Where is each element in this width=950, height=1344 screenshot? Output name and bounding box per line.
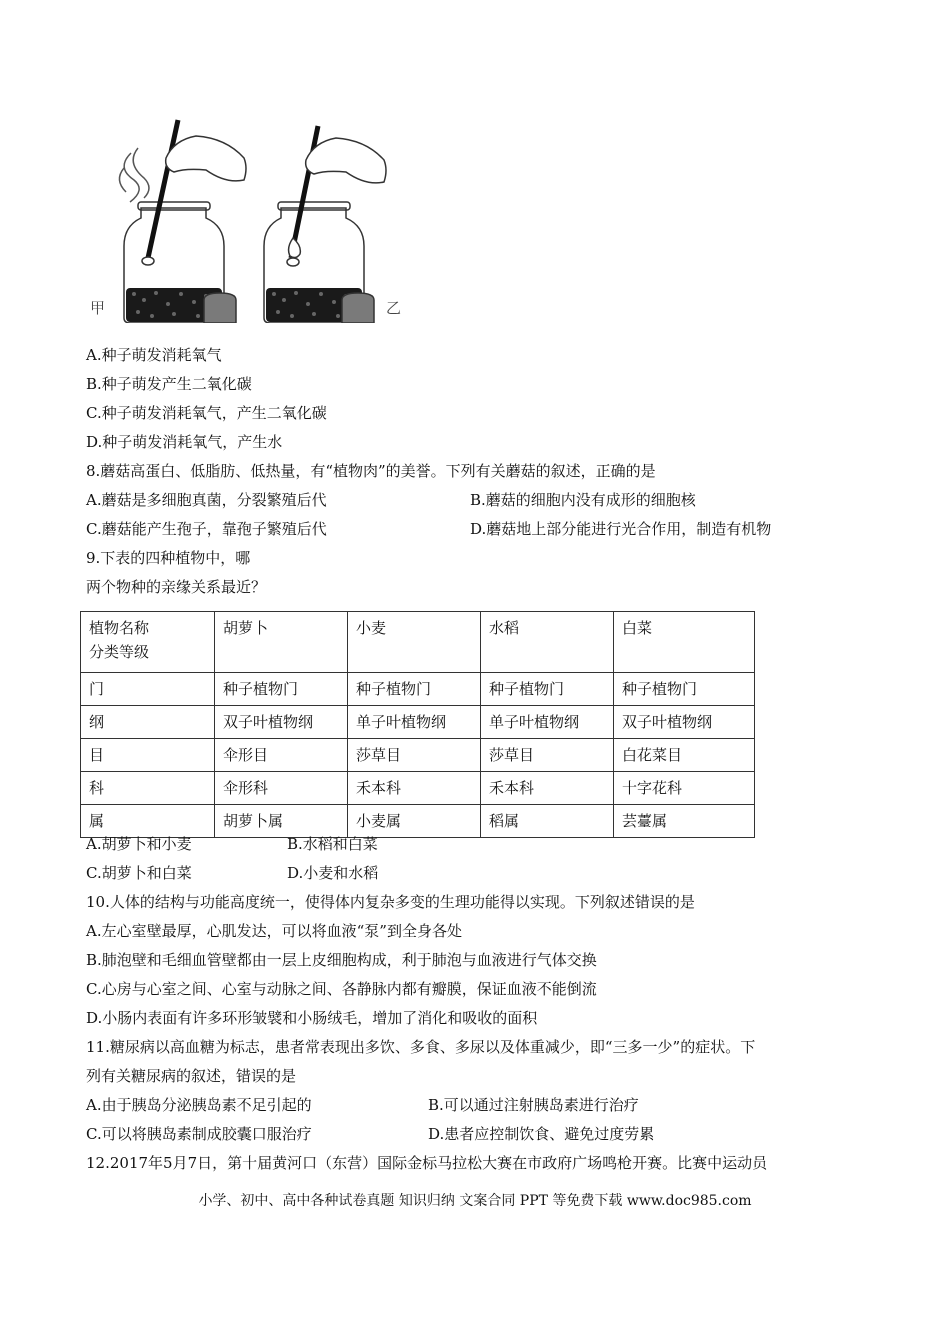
table-cell: 科 (81, 772, 215, 805)
q9-stem-line1: 9.下表的四种植物中，哪 (86, 549, 251, 567)
table-row (81, 739, 755, 772)
q11-option-c: C.可以将胰岛素制成胶囊口服治疗 (86, 1125, 312, 1143)
q11-option-d: D.患者应控制饮食、避免过度劳累 (428, 1125, 655, 1143)
q9-option-a: A.胡萝卜和小麦 (86, 835, 192, 853)
q8-stem: 8.蘑菇高蛋白、低脂肪、低热量，有“植物肉”的美誉。下列有关蘑菇的叙述，正确的是 (86, 462, 656, 480)
table-cell: 双子叶植物纲 (614, 706, 755, 739)
table-cell: 种子植物门 (481, 673, 614, 706)
table-cell: 小麦属 (348, 805, 481, 838)
table-cell: 单子叶植物纲 (481, 706, 614, 739)
table-cell: 纲 (81, 706, 215, 739)
header-plant-cabbage: 白菜 (614, 612, 755, 673)
q11-option-a: A.由于胰岛分泌胰岛素不足引起的 (86, 1096, 312, 1114)
q10-option-a: A.左心室壁最厚，心肌发达，可以将血液“泵”到全身各处 (86, 922, 462, 940)
q12-stem-line1: 12.2017年5月7日，第十届黄河口（东营）国际金标马拉松大赛在市政府广场鸣枪开赛。比赛中运动员 (86, 1154, 768, 1172)
q7-option-b: B.种子萌发产生二氧化碳 (86, 375, 252, 393)
seed-jar-illustration (86, 118, 416, 323)
table-cell: 单子叶植物纲 (348, 706, 481, 739)
q8-option-d: D.蘑菇地上部分能进行光合作用，制造有机物 (470, 520, 772, 538)
lid-jia (204, 293, 236, 323)
q8-option-c: C.蘑菇能产生孢子，靠孢子繁殖后代 (86, 520, 327, 538)
table-cell: 禾本科 (348, 772, 481, 805)
header-plant-name: 植物名称 (89, 619, 150, 637)
q10-option-b: B.肺泡壁和毛细血管壁都由一层上皮细胞构成，利于肺泡与血液进行气体交换 (86, 951, 597, 969)
q8-option-a: A.蘑菇是多细胞真菌，分裂繁殖后代 (86, 491, 327, 509)
q9-option-c: C.胡萝卜和白菜 (86, 864, 192, 882)
table-cell: 种子植物门 (215, 673, 348, 706)
table-cell: 双子叶植物纲 (215, 706, 348, 739)
table-cell: 目 (81, 739, 215, 772)
q10-option-c: C.心房与心室之间、心室与动脉之间、各静脉内都有瓣膜，保证血液不能倒流 (86, 980, 597, 998)
experiment-figure (86, 118, 416, 327)
table-row (81, 706, 755, 739)
table-cell: 莎草目 (481, 739, 614, 772)
table-cell: 门 (81, 673, 215, 706)
q9-stem-line2: 两个物种的亲缘关系最近？ (86, 578, 267, 596)
q9-option-d: D.小麦和水稻 (287, 864, 379, 882)
table-cell: 种子植物门 (348, 673, 481, 706)
table-row (81, 772, 755, 805)
table-row (81, 673, 755, 706)
q9-option-b: B.水稻和白菜 (287, 835, 378, 853)
header-plant-rice: 水稻 (481, 612, 614, 673)
table-cell: 属 (81, 805, 215, 838)
q10-option-d: D.小肠内表面有许多环形皱襞和小肠绒毛，增加了消化和吸收的面积 (86, 1009, 538, 1027)
label-yi: 乙 (386, 299, 402, 317)
q10-stem: 10.人体的结构与功能高度统一，使得体内复杂多变的生理功能得以实现。下列叙述错误的是 (86, 893, 695, 911)
table-cell: 白花菜目 (614, 739, 755, 772)
q7-option-a: A.种子萌发消耗氧气 (86, 346, 222, 364)
table-cell: 胡萝卜属 (215, 805, 348, 838)
table-cell: 禾本科 (481, 772, 614, 805)
q8-option-b: B.蘑菇的细胞内没有成形的细胞核 (470, 491, 696, 509)
table-cell: 种子植物门 (614, 673, 755, 706)
table-cell: 莎草目 (348, 739, 481, 772)
label-jia: 甲 (90, 299, 106, 317)
lid-yi (342, 293, 374, 323)
header-class-level: 分类等级 (89, 643, 150, 661)
q11-stem-line2: 列有关糖尿病的叙述，错误的是 (86, 1067, 297, 1085)
table-header-corner (81, 612, 215, 673)
table-header-row (81, 612, 755, 673)
q11-stem-line1: 11.糖尿病以高血糖为标志，患者常表现出多饮、多食、多尿以及体重减少，即“三多一少”的症状。下 (86, 1038, 756, 1056)
q7-option-d: D.种子萌发消耗氧气，产生水 (86, 433, 283, 451)
table-row (81, 805, 755, 838)
q7-option-c: C.种子萌发消耗氧气，产生二氧化碳 (86, 404, 327, 422)
table-cell: 十字花科 (614, 772, 755, 805)
q11-option-b: B.可以通过注射胰岛素进行治疗 (428, 1096, 639, 1114)
table-cell: 伞形科 (215, 772, 348, 805)
header-plant-carrot: 胡萝卜 (215, 612, 348, 673)
header-plant-wheat: 小麦 (348, 612, 481, 673)
page-footer: 小学、初中、高中各种试卷真题 知识归纳 文案合同 PPT 等免费下载 www.doc985.com (198, 1193, 752, 1209)
classification-table (80, 611, 755, 838)
table-cell: 伞形目 (215, 739, 348, 772)
table-cell: 稻属 (481, 805, 614, 838)
table-cell: 芸薹属 (614, 805, 755, 838)
